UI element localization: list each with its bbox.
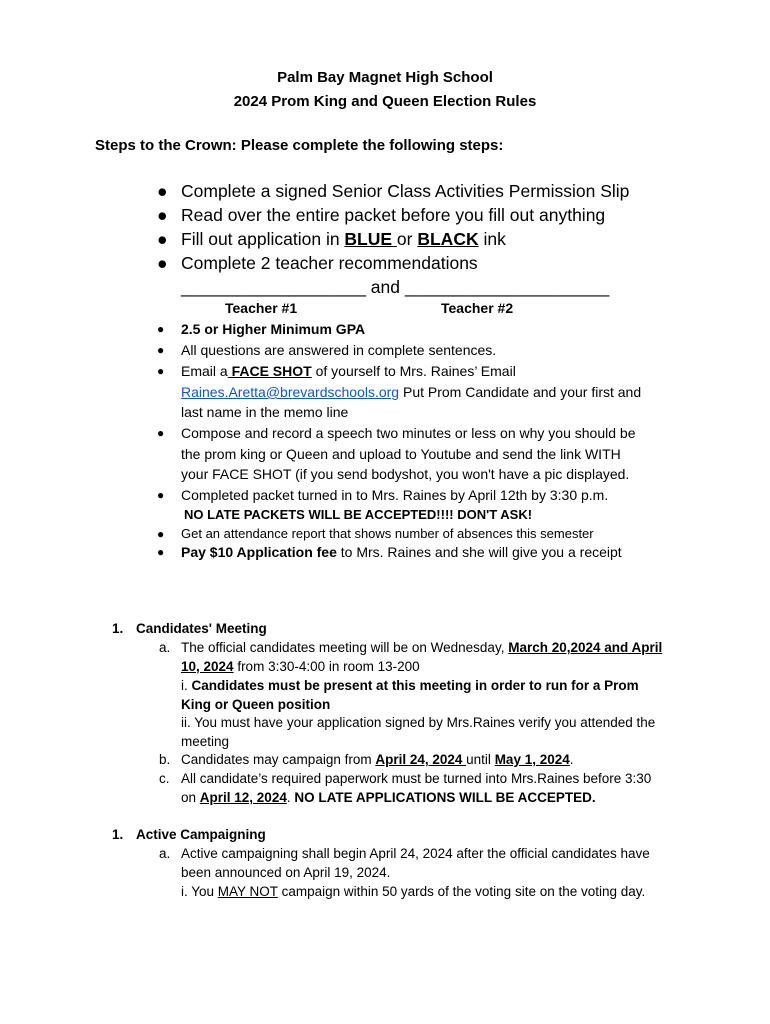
- email-link[interactable]: Raines.Aretta@brevardschools.org: [181, 384, 400, 400]
- item-b-label: b.: [159, 752, 171, 767]
- bullet-icon: ●: [157, 527, 165, 541]
- paperwork-deadline-line-1: All candidate’s required paperwork must be turned into Mrs.Raines before 3:30: [181, 771, 652, 786]
- teacher-1-label: Teacher #1: [225, 300, 298, 316]
- bullet-icon: ●: [157, 545, 165, 559]
- section-active-campaigning-number: 1.: [112, 827, 124, 842]
- speech-line-2: the prom king or Queen and upload to Youtube and send the link WITH: [181, 446, 621, 462]
- no-late-packets-warning: NO LATE PACKETS WILL BE ACCEPTED!!!! DON'T ASK!: [184, 507, 533, 522]
- document-title: 2024 Prom King and Queen Election Rules: [233, 93, 537, 110]
- school-name: Palm Bay Magnet High School: [277, 69, 493, 86]
- bullet-icon: ●: [157, 181, 168, 201]
- bullet-icon: ●: [157, 229, 168, 249]
- bullet-icon: ●: [157, 343, 165, 357]
- campaigning-item-a-label: a.: [159, 846, 171, 861]
- bullet-icon: ●: [157, 426, 165, 440]
- application-signed-line-1: ii. You must have your application signed by Mrs.Raines verify you attended the: [181, 715, 656, 730]
- meeting-dates-line-1: The official candidates meeting will be on Wednesday, March 20,2024 and April: [181, 640, 663, 655]
- teacher-2-label: Teacher #2: [441, 300, 514, 316]
- bullet-icon: ●: [157, 488, 165, 502]
- item-a-label: a.: [159, 640, 171, 655]
- must-be-present-line-2: King or Queen position: [181, 697, 331, 712]
- item-c-label: c.: [159, 771, 170, 786]
- email-line: Raines.Aretta@brevardschools.org Put Prom Candidate and your first and: [181, 384, 642, 400]
- application-signed-line-2: meeting: [181, 734, 230, 749]
- paperwork-deadline-line-2: on April 12, 2024. NO LATE APPLICATIONS WILL BE ACCEPTED.: [181, 790, 596, 805]
- bullet-icon: ●: [157, 253, 168, 273]
- memo-line-text: last name in the memo line: [181, 404, 349, 420]
- document-page: Palm Bay Magnet High School 2024 Prom King and Queen Election Rules Steps to the Crown: Please complete the following steps: ● Complete a signed Senior Class Activities Permission Slip ● Read over the entire packet before you fill out anything ● Fill out application in BLUE or BLACK ink ● Complete 2 teacher recommendations ___________________ and _____________________ Teacher #1 Teacher #2 ● 2.5 or Higher Minimum GPA ● All questions are answered in complete sentences. ● Email a FACE SHOT of yourself to Mrs. Raines’ Email Raines.Aretta@brevardschools.org Put Prom Candidate and your first and last name in the memo line ● Compose and record a speech two minutes or less on why you should be the prom king or Queen and upload to Youtube and send the link WITH your FACE SHOT (if you send bodyshot, you won't have a pic displayed. ● Completed packet turned in to Mrs. Raines by April 12th by 3:30 p.m. NO LATE PACKETS WILL BE ACCEPTED!!!! DON'T ASK! ● Get an attendance report that shows number of absences this semester ● Pay $10 Application fee to Mrs. Raines and she will give you a receipt 1. Candidates' Meeting a. The official candidates meeting will be on Wednesday, March 20,2024 and April 10, 2024 from 3:30-4:00 in room 13-200 i. Candidates must be present at this meeting in order to run for a Prom King or Queen position ii. You must have your application signed by Mrs.Raines verify you attended the meeting b. Candidates may campaign from April 24, 2024 until May 1, 2024. c. All candidate’s required paperwork must be turned into Mrs.Raines before 3:30 on April 12, 2024. NO LATE APPLICATIONS WILL BE ACCEPTED. 1. Active Campaigning a. Active campaigning shall begin April 24, 2024 after the official candidates have been announced on April 19, 2024. i. You MAY NOT campaign within 50 yards of the voting site on the voting day.: [0, 0, 770, 1024]
- speech-line-3: your FACE SHOT (if you send bodyshot, you won't have a pic displayed.: [181, 466, 630, 482]
- campaigning-start-line-1: Active campaigning shall begin April 24, 2024 after the official candidates have: [181, 846, 650, 861]
- section-active-campaigning-title: Active Campaigning: [136, 827, 266, 842]
- bullet-icon: ●: [157, 322, 165, 336]
- meeting-dates-line-2: 10, 2024 from 3:30-4:00 in room 13-200: [181, 659, 420, 674]
- section-candidates-meeting-title: Candidates' Meeting: [136, 621, 267, 636]
- section-candidates-meeting-number: 1.: [112, 621, 124, 636]
- campaign-dates-line: Candidates may campaign from April 24, 2024 until May 1, 2024.: [181, 752, 574, 767]
- bullet-icon: ●: [157, 364, 165, 378]
- steps-heading: Steps to the Crown: Please complete the following steps:: [95, 137, 504, 154]
- bullet-icon: ●: [157, 205, 168, 225]
- must-be-present-line-1: i. Candidates must be present at this meeting in order to run for a Prom: [181, 678, 639, 693]
- voting-site-rule: i. You MAY NOT campaign within 50 yards of the voting site on the voting day.: [181, 884, 646, 899]
- campaigning-start-line-2: been announced on April 19, 2024.: [181, 865, 391, 880]
